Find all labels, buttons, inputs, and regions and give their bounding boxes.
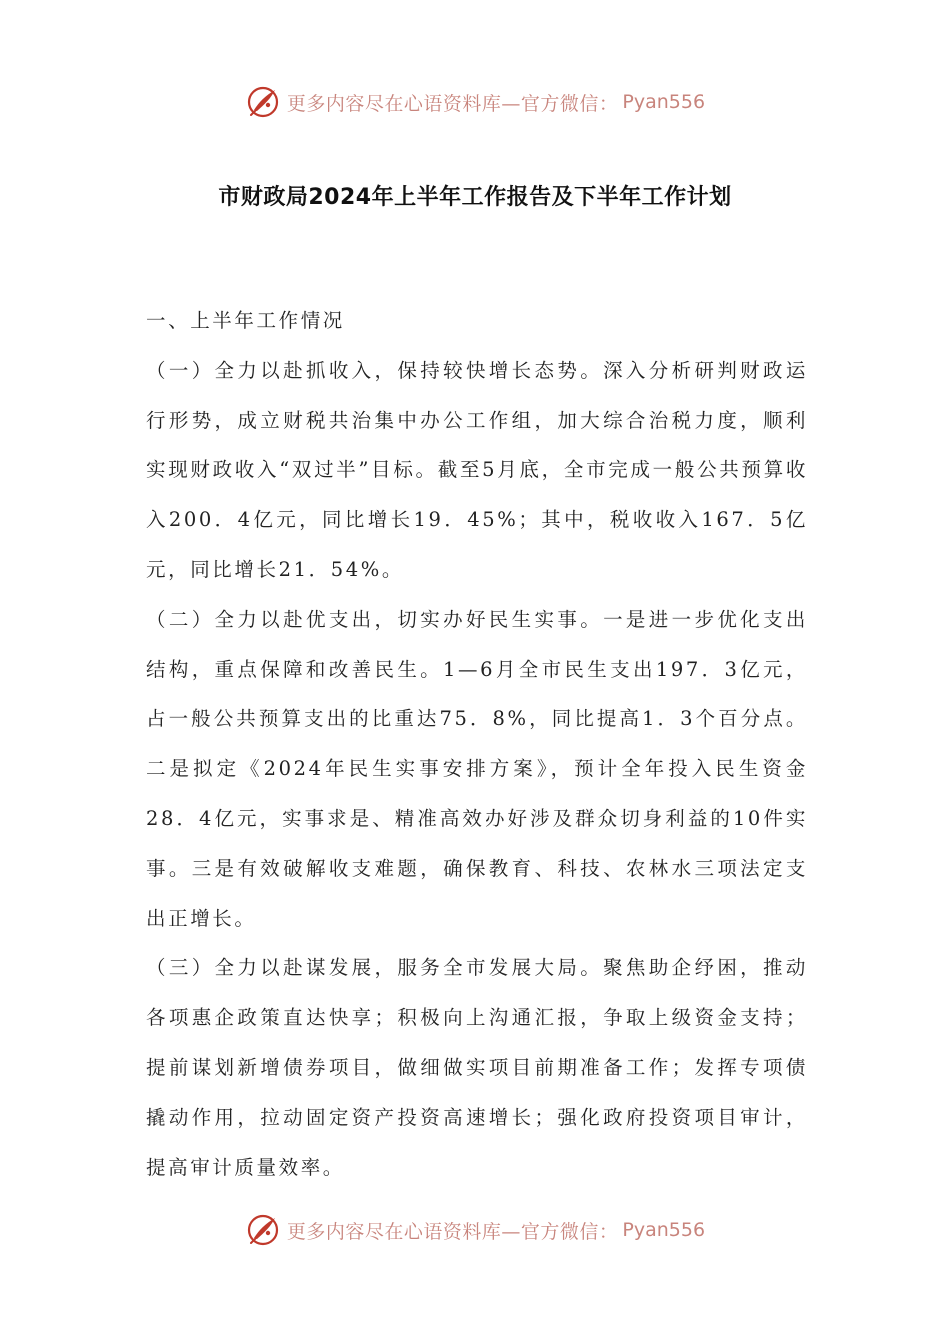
- watermark-wechat-id: Pyan556: [622, 1219, 706, 1241]
- quill-logo-icon: [245, 84, 281, 120]
- quill-logo-icon: [245, 1212, 281, 1248]
- watermark-text: 更多内容尽在心语资料库—官方微信：: [286, 92, 619, 115]
- footer-watermark: [0, 1210, 950, 1250]
- document-body: [146, 296, 808, 1192]
- paragraph-1: （一）全力以赴抓收入，保持较快增长态势。深入分析研判财政运行形势，成立财税共治集中办公工作组，加大综合治税力度，顺利实现财政收入“双过半”目标。截至5月底，全市完成一般公共预算收入200．4亿元，同比增长19．45%；其中，税收收入167．5亿元，同比增长21．54%。: [146, 358, 808, 581]
- section-heading: 一、上半年工作情况: [146, 309, 345, 332]
- watermark-text: 更多内容尽在心语资料库—官方微信：: [286, 1220, 619, 1243]
- paragraph-2: （二）全力以赴优支出，切实办好民生实事。一是进一步优化支出结构，重点保障和改善民生。1—6月全市民生支出197．3亿元，占一般公共预算支出的比重达75．8%，同比提高1．3个百分点。二是拟定《2024年民生实事安排方案》，预计全年投入民生资金28．4亿元，实事求是、精准高效办好涉及群众切身利益的10件实事。三是有效破解收支难题，确保教育、科技、农林水三项法定支出正增长。: [146, 607, 808, 930]
- paragraph-3: （三）全力以赴谋发展，服务全市发展大局。聚焦助企纾困，推动各项惠企政策直达快享；积极向上沟通汇报，争取上级资金支持；提前谋划新增债券项目，做细做实项目前期准备工作；发挥专项债撬动作用，拉动固定资产投资高速增长；强化政府投资项目审计，提高审计质量效率。: [146, 956, 808, 1179]
- document-title: 市财政局2024年上半年工作报告及下半年工作计划: [218, 185, 732, 210]
- header-watermark: [0, 82, 950, 122]
- watermark-wechat-id: Pyan556: [622, 91, 706, 113]
